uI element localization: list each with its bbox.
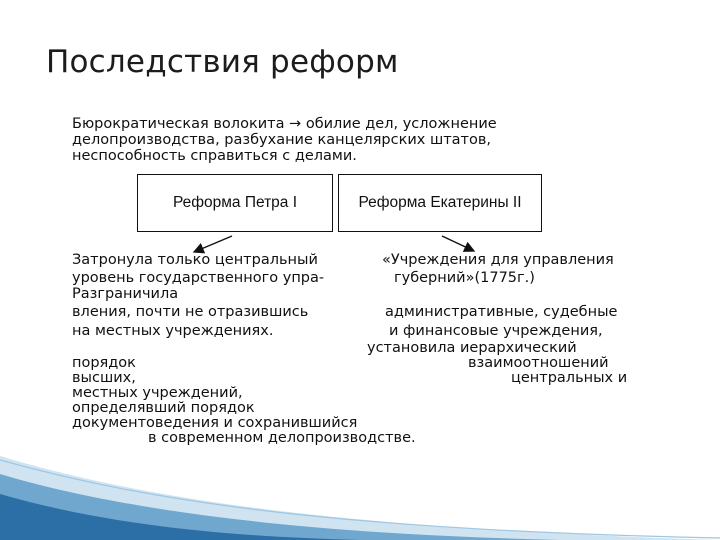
intro-line: Бюрократическая волокита → обилие дел, усложнение — [72, 116, 497, 132]
right-line: губерний»(1775г.) — [394, 270, 535, 286]
intro-line: делопроизводства, разбухание канцелярских штатов, — [72, 132, 492, 148]
left-line: вления, почти не отразившись — [72, 304, 309, 320]
arrow-ekaterina — [442, 236, 474, 251]
bottom-line: в современном делопроизводстве. — [148, 430, 416, 446]
left-line: уровень государственного упра- — [72, 270, 325, 286]
bottom-line: документоведения и сохранившийся — [72, 415, 358, 431]
bottom-line: порядок — [72, 355, 136, 371]
right-line: административные, судебные — [385, 304, 618, 320]
bottom-line: местных учреждений, — [72, 385, 243, 401]
left-line: Затронула только центральный — [72, 252, 318, 268]
arrow-petr — [194, 236, 232, 252]
right-line: и финансовые учреждения, — [389, 323, 603, 339]
page-title: Последствия реформ — [46, 44, 399, 80]
decorative-swoosh — [0, 440, 720, 540]
left-line: Разграничила — [72, 286, 179, 302]
right-line: центральных и — [511, 370, 628, 386]
bottom-line: определявший порядок — [72, 400, 255, 416]
left-line: на местных учреждениях. — [72, 323, 274, 339]
right-line: установила иерархический — [367, 340, 577, 356]
right-line: взаимоотношений — [468, 355, 609, 371]
intro-line: неспособность справиться с делами. — [72, 148, 357, 164]
reform-ekaterina-label: Реформа Екатерины II — [358, 194, 522, 211]
bottom-line: высших, — [72, 370, 136, 386]
reform-petr-label: Реформа Петра I — [172, 194, 298, 211]
right-line: «Учреждения для управления — [382, 252, 614, 268]
